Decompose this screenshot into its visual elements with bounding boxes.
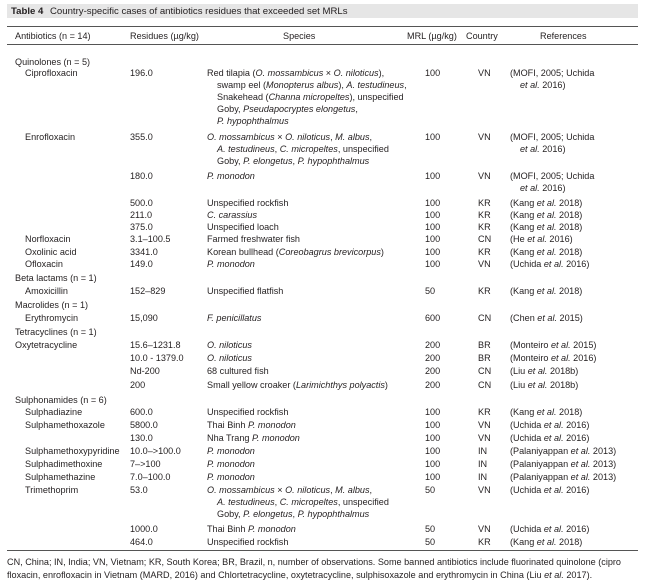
- header-references: References: [540, 31, 587, 41]
- residues-cell: 180.0: [130, 171, 153, 181]
- country-cell: KR: [478, 222, 491, 232]
- antibiotic-cell: Norfloxacin: [25, 234, 71, 244]
- header-bottom-rule: [7, 44, 638, 45]
- species-cell: O. niloticus: [207, 340, 252, 350]
- reference-cell: (Kang et al. 2018): [510, 537, 583, 547]
- residues-cell: 211.0: [130, 210, 153, 220]
- antibiotic-cell: Sulphamethoxypyridine: [25, 446, 120, 456]
- antibiotic-cell: Trimethoprim: [25, 485, 79, 495]
- table-title-bar: [7, 4, 638, 18]
- residues-cell: 1000.0: [130, 524, 158, 534]
- reference-cell: (MOFI, 2005; Uchida: [510, 68, 595, 78]
- reference-cell: (Liu et al. 2018b): [510, 366, 579, 376]
- reference-cell: (Uchida et al. 2016): [510, 433, 590, 443]
- residues-cell: 3341.0: [130, 247, 158, 257]
- species-cell: Unspecified loach: [207, 222, 279, 232]
- species-cell: O. niloticus: [207, 353, 252, 363]
- residues-cell: 15.6–1231.8: [130, 340, 181, 350]
- country-cell: VN: [478, 524, 491, 534]
- mrl-cell: 100: [425, 407, 441, 417]
- mrl-cell: 200: [425, 353, 441, 363]
- reference-cell: (Monteiro et al. 2016): [510, 353, 597, 363]
- residues-cell: 5800.0: [130, 420, 158, 430]
- country-cell: KR: [478, 286, 491, 296]
- group-label: Tetracyclines (n = 1): [15, 327, 97, 337]
- species-cell: Thai Binh P. monodon: [207, 420, 296, 430]
- residues-cell: 53.0: [130, 485, 148, 495]
- country-cell: KR: [478, 210, 491, 220]
- reference-cell: (Liu et al. 2018b): [510, 380, 579, 390]
- table-row: [0, 131, 645, 143]
- antibiotic-cell: Enrofloxacin: [25, 132, 76, 142]
- mrl-cell: 100: [425, 171, 441, 181]
- country-cell: VN: [478, 433, 491, 443]
- reference-cell: et al. 2016): [520, 183, 566, 193]
- country-cell: VN: [478, 485, 491, 495]
- species-cell: Unspecified flatfish: [207, 286, 284, 296]
- antibiotic-cell: Sulphadimethoxine: [25, 459, 103, 469]
- species-cell: P. hypophthalmus: [217, 116, 289, 126]
- table-row: [0, 406, 645, 418]
- species-cell: P. monodon: [207, 259, 255, 269]
- species-cell: Goby, P. elongetus, P. hypophthalmus: [217, 156, 370, 166]
- table-row: [0, 67, 645, 79]
- country-cell: BR: [478, 340, 491, 350]
- country-cell: VN: [478, 420, 491, 430]
- species-cell: Snakehead (Channa micropeltes), unspecified: [217, 92, 404, 102]
- reference-cell: (Kang et al. 2018): [510, 198, 583, 208]
- reference-cell: (MOFI, 2005; Uchida: [510, 171, 595, 181]
- antibiotic-cell: Ciprofloxacin: [25, 68, 78, 78]
- header-species: Species: [283, 31, 316, 41]
- table-row: [0, 285, 645, 297]
- mrl-cell: 100: [425, 68, 441, 78]
- mrl-cell: 100: [425, 198, 441, 208]
- country-cell: CN: [478, 380, 492, 390]
- reference-cell: (Palaniyappan et al. 2013): [510, 446, 617, 456]
- table-bottom-rule: [7, 550, 638, 551]
- mrl-cell: 100: [425, 259, 441, 269]
- residues-cell: 10.0 - 1379.0: [130, 353, 184, 363]
- reference-cell: et al. 2016): [520, 80, 566, 90]
- mrl-cell: 100: [425, 472, 441, 482]
- table-row: [0, 471, 645, 483]
- species-cell: 68 cultured fish: [207, 366, 269, 376]
- country-cell: IN: [478, 446, 488, 456]
- table-row: [0, 312, 645, 324]
- country-cell: CN: [478, 313, 492, 323]
- reference-cell: (Kang et al. 2018): [510, 222, 583, 232]
- mrl-cell: 100: [425, 433, 441, 443]
- species-cell: Korean bullhead (Coreobagrus brevicorpus): [207, 247, 384, 257]
- residues-cell: 464.0: [130, 537, 153, 547]
- mrl-cell: 50: [425, 524, 436, 534]
- residues-cell: 355.0: [130, 132, 153, 142]
- reference-cell: (MOFI, 2005; Uchida: [510, 132, 595, 142]
- table-row: [0, 458, 645, 470]
- country-cell: BR: [478, 353, 491, 363]
- species-cell: swamp eel (Monopterus albus), A. testudineus,: [217, 80, 407, 90]
- reference-cell: (Palaniyappan et al. 2013): [510, 459, 617, 469]
- species-cell: O. mossambicus × O. niloticus, M. albus,: [207, 485, 373, 495]
- antibiotic-cell: Erythromycin: [25, 313, 79, 323]
- species-cell: Red tilapia (O. mossambicus × O. niloticus),: [207, 68, 385, 78]
- group-label: Sulphonamides (n = 6): [15, 395, 107, 405]
- group-row: [0, 394, 645, 406]
- residues-cell: 200: [130, 380, 146, 390]
- species-cell: Unspecified rockfish: [207, 407, 289, 417]
- header-top-rule: [7, 26, 638, 27]
- species-cell: Goby, P. elongetus, P. hypophthalmus: [217, 509, 370, 519]
- mrl-cell: 100: [425, 420, 441, 430]
- mrl-cell: 100: [425, 247, 441, 257]
- country-cell: VN: [478, 171, 491, 181]
- species-cell: Thai Binh P. monodon: [207, 524, 296, 534]
- species-cell: F. penicillatus: [207, 313, 262, 323]
- header-country: Country: [466, 31, 498, 41]
- country-cell: VN: [478, 259, 491, 269]
- residues-cell: 3.1–100.5: [130, 234, 171, 244]
- reference-cell: (Uchida et al. 2016): [510, 420, 590, 430]
- residues-cell: 600.0: [130, 407, 153, 417]
- reference-cell: (He et al. 2016): [510, 234, 573, 244]
- table-row: [0, 209, 645, 221]
- table-row: [0, 170, 645, 182]
- antibiotic-cell: Oxolinic acid: [25, 247, 77, 257]
- mrl-cell: 100: [425, 459, 441, 469]
- country-cell: VN: [478, 68, 491, 78]
- table-row: [0, 258, 645, 270]
- mrl-cell: 600: [425, 313, 441, 323]
- reference-cell: et al. 2016): [520, 144, 566, 154]
- country-cell: CN: [478, 366, 492, 376]
- table-row: [0, 155, 645, 167]
- reference-cell: (Kang et al. 2018): [510, 286, 583, 296]
- residues-cell: 130.0: [130, 433, 153, 443]
- table-row: [0, 246, 645, 258]
- footnote-line-2: floxacin, enrofloxacin in Vietnam (MARD, 2016) and Chlortetracycline, oxytetracycline, sulphisoxazole and erythromycin in China (Liu et al. 2017).: [7, 570, 593, 580]
- table-row: [0, 143, 645, 155]
- group-row: [0, 299, 645, 311]
- reference-cell: (Kang et al. 2018): [510, 210, 583, 220]
- mrl-cell: 100: [425, 234, 441, 244]
- country-cell: KR: [478, 537, 491, 547]
- table-row: [0, 379, 645, 391]
- header-mrl: MRL (µg/kg): [407, 31, 457, 41]
- residues-cell: 152–829: [130, 286, 166, 296]
- antibiotic-cell: Oxytetracycline: [15, 340, 78, 350]
- mrl-cell: 200: [425, 340, 441, 350]
- group-label: Beta lactams (n = 1): [15, 273, 97, 283]
- species-cell: Nha Trang P. monodon: [207, 433, 300, 443]
- residues-cell: 500.0: [130, 198, 153, 208]
- mrl-cell: 100: [425, 132, 441, 142]
- country-cell: IN: [478, 472, 488, 482]
- residues-cell: 149.0: [130, 259, 153, 269]
- group-row: [0, 326, 645, 338]
- table-row: [0, 432, 645, 444]
- table-row: [0, 536, 645, 548]
- species-cell: P. monodon: [207, 472, 255, 482]
- country-cell: IN: [478, 459, 488, 469]
- antibiotic-cell: Amoxicillin: [25, 286, 68, 296]
- table-row: [0, 339, 645, 351]
- residues-cell: 10.0–>100.0: [130, 446, 181, 456]
- table-row: [0, 352, 645, 364]
- species-cell: A. testudineus, C. micropeltes, unspecified: [217, 497, 389, 507]
- table-row: [0, 91, 645, 103]
- residues-cell: Nd-200: [130, 366, 160, 376]
- mrl-cell: 50: [425, 286, 436, 296]
- antibiotic-cell: Sulphamethazine: [25, 472, 96, 482]
- mrl-cell: 100: [425, 446, 441, 456]
- species-cell: A. testudineus, C. micropeltes, unspecified: [217, 144, 389, 154]
- residues-cell: 7.0–100.0: [130, 472, 171, 482]
- species-cell: P. monodon: [207, 446, 255, 456]
- header-antibiotics: Antibiotics (n = 14): [15, 31, 91, 41]
- group-label: Macrolides (n = 1): [15, 300, 89, 310]
- species-cell: Unspecified rockfish: [207, 198, 289, 208]
- table-label: Table 4: [11, 5, 44, 17]
- antibiotic-cell: Ofloxacin: [25, 259, 63, 269]
- table-caption: Country-specific cases of antibiotics residues that exceeded set MRLs: [50, 5, 348, 17]
- table-row: [0, 496, 645, 508]
- residues-cell: 7–>100: [130, 459, 161, 469]
- species-cell: P. monodon: [207, 459, 255, 469]
- footnote-line-1: CN, China; IN, India; VN, Vietnam; KR, South Korea; BR, Brazil, n, number of observations. Some banned antibiotics include fluorinated quinolone (cipro: [7, 557, 621, 567]
- country-cell: KR: [478, 198, 491, 208]
- mrl-cell: 50: [425, 537, 436, 547]
- reference-cell: (Uchida et al. 2016): [510, 485, 590, 495]
- table-row: [0, 484, 645, 496]
- reference-cell: (Palaniyappan et al. 2013): [510, 472, 617, 482]
- reference-cell: (Monteiro et al. 2015): [510, 340, 597, 350]
- mrl-cell: 200: [425, 380, 441, 390]
- table-row: [0, 197, 645, 209]
- species-cell: P. monodon: [207, 171, 255, 181]
- table-row: [0, 103, 645, 115]
- species-cell: O. mossambicus × O. niloticus, M. albus,: [207, 132, 373, 142]
- table-row: [0, 233, 645, 245]
- residues-cell: 196.0: [130, 68, 153, 78]
- mrl-cell: 100: [425, 210, 441, 220]
- country-cell: VN: [478, 132, 491, 142]
- mrl-cell: 50: [425, 485, 436, 495]
- table-row: [0, 523, 645, 535]
- table-row: [0, 115, 645, 127]
- table-row: [0, 365, 645, 377]
- antibiotic-cell: Sulphamethoxazole: [25, 420, 105, 430]
- table-row: [0, 445, 645, 457]
- species-cell: Goby, Pseudapocryptes elongetus,: [217, 104, 358, 114]
- group-label: Quinolones (n = 5): [15, 57, 91, 67]
- table-row: [0, 419, 645, 431]
- species-cell: Small yellow croaker (Larimichthys polyactis): [207, 380, 388, 390]
- mrl-cell: 200: [425, 366, 441, 376]
- header-residues: Residues (µg/kg): [130, 31, 199, 41]
- residues-cell: 15,090: [130, 313, 158, 323]
- group-row: [0, 272, 645, 284]
- table-row: [0, 221, 645, 233]
- species-cell: Unspecified rockfish: [207, 537, 289, 547]
- residues-cell: 375.0: [130, 222, 153, 232]
- reference-cell: (Uchida et al. 2016): [510, 259, 590, 269]
- table-row: [0, 508, 645, 520]
- reference-cell: (Chen et al. 2015): [510, 313, 583, 323]
- reference-cell: (Uchida et al. 2016): [510, 524, 590, 534]
- country-cell: CN: [478, 234, 492, 244]
- country-cell: KR: [478, 407, 491, 417]
- table-row: [0, 79, 645, 91]
- mrl-cell: 100: [425, 222, 441, 232]
- table-row: [0, 182, 645, 194]
- species-cell: C. carassius: [207, 210, 258, 220]
- country-cell: KR: [478, 247, 491, 257]
- antibiotic-cell: Sulphadiazine: [25, 407, 83, 417]
- reference-cell: (Kang et al. 2018): [510, 247, 583, 257]
- reference-cell: (Kang et al. 2018): [510, 407, 583, 417]
- species-cell: Farmed freshwater fish: [207, 234, 300, 244]
